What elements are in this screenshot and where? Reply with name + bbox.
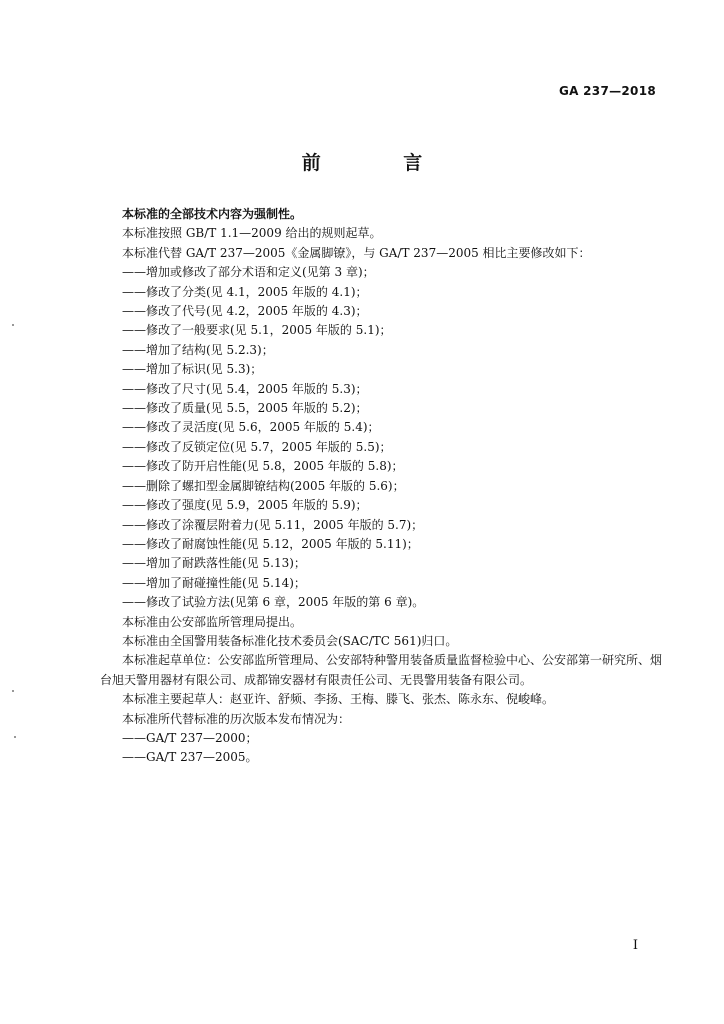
history-item: ——GA/T 237—2005。 [122, 750, 258, 765]
paragraph-replaces: 本标准代替 GA/T 237—2005《金属脚镣》，与 GA/T 237—2005 相比主要修改如下： [122, 245, 591, 260]
change-item: ——修改了质量(见 5.5，2005 年版的 5.2)； [122, 401, 368, 416]
paragraph-proposed-by: 本标准由公安部监所管理局提出。 [122, 614, 303, 629]
change-item: ——修改了代号(见 4.2，2005 年版的 4.3)； [122, 304, 368, 319]
change-item: ——修改了涂覆层附着力(见 5.11，2005 年版的 5.7)； [122, 517, 424, 532]
change-item: ——增加了标识(见 5.3)； [122, 362, 263, 377]
change-item: ——修改了防开启性能(见 5.8，2005 年版的 5.8)； [122, 459, 404, 474]
paragraph-drafting-units: 本标准起草单位：公安部监所管理局、公安部特种警用装备质量监督检验中心、公安部第一研究所、烟台旭天警用器材有限公司、成都锦安器材有限责任公司、无畏警用装备有限公司。 [100, 653, 663, 687]
scan-speck [12, 324, 14, 326]
standard-code: GA 237—2018 [558, 84, 656, 98]
change-item: ——增加或修改了部分术语和定义(见第 3 章)； [122, 265, 375, 280]
change-item: ——修改了试验方法(见第 6 章，2005 年版的第 6 章)。 [122, 595, 425, 610]
history-list [100, 729, 660, 768]
paragraph-drafting-rules: 本标准按照 GB/T 1.1—2009 给出的规则起草。 [122, 226, 382, 241]
page-number: I [632, 938, 638, 953]
change-item: ——增加了耐碰撞性能(见 5.14)； [122, 575, 306, 590]
change-item: ——修改了强度(见 5.9，2005 年版的 5.9)； [122, 498, 368, 513]
change-item: ——修改了灵活度(见 5.6，2005 年版的 5.4)； [122, 420, 380, 435]
scan-speck [12, 690, 14, 692]
paragraph-history-intro: 本标准所代替标准的历次版本发布情况为： [122, 711, 351, 726]
change-item: ——增加了结构(见 5.2.3)； [122, 342, 274, 357]
change-item: ——修改了尺寸(见 5.4，2005 年版的 5.3)； [122, 381, 368, 396]
history-item: ——GA/T 237—2000； [122, 730, 258, 745]
paragraph-drafters: 本标准主要起草人：赵亚许、舒频、李扬、王梅、滕飞、张杰、陈永东、倪峻峰。 [122, 692, 555, 707]
paragraph-mandatory: 本标准的全部技术内容为强制性。 [122, 207, 303, 221]
paragraph-under-jurisdiction: 本标准由全国警用装备标准化技术委员会(SAC/TC 561)归口。 [122, 633, 458, 648]
change-item: ——删除了螺扣型金属脚镣结构(2005 年版的 5.6)； [122, 478, 405, 493]
foreword-body [100, 205, 663, 768]
change-item: ——修改了分类(见 4.1，2005 年版的 4.1)； [122, 284, 368, 299]
change-item: ——增加了耐跌落性能(见 5.13)； [122, 556, 306, 571]
changes-list [100, 263, 660, 612]
change-item: ——修改了反锁定位(见 5.7，2005 年版的 5.5)； [122, 439, 392, 454]
page-title: 前 言 [301, 152, 461, 174]
change-item: ——修改了一般要求(见 5.1，2005 年版的 5.1)； [122, 323, 392, 338]
scan-speck [14, 736, 16, 738]
change-item: ——修改了耐腐蚀性能(见 5.12，2005 年版的 5.11)； [122, 536, 419, 551]
